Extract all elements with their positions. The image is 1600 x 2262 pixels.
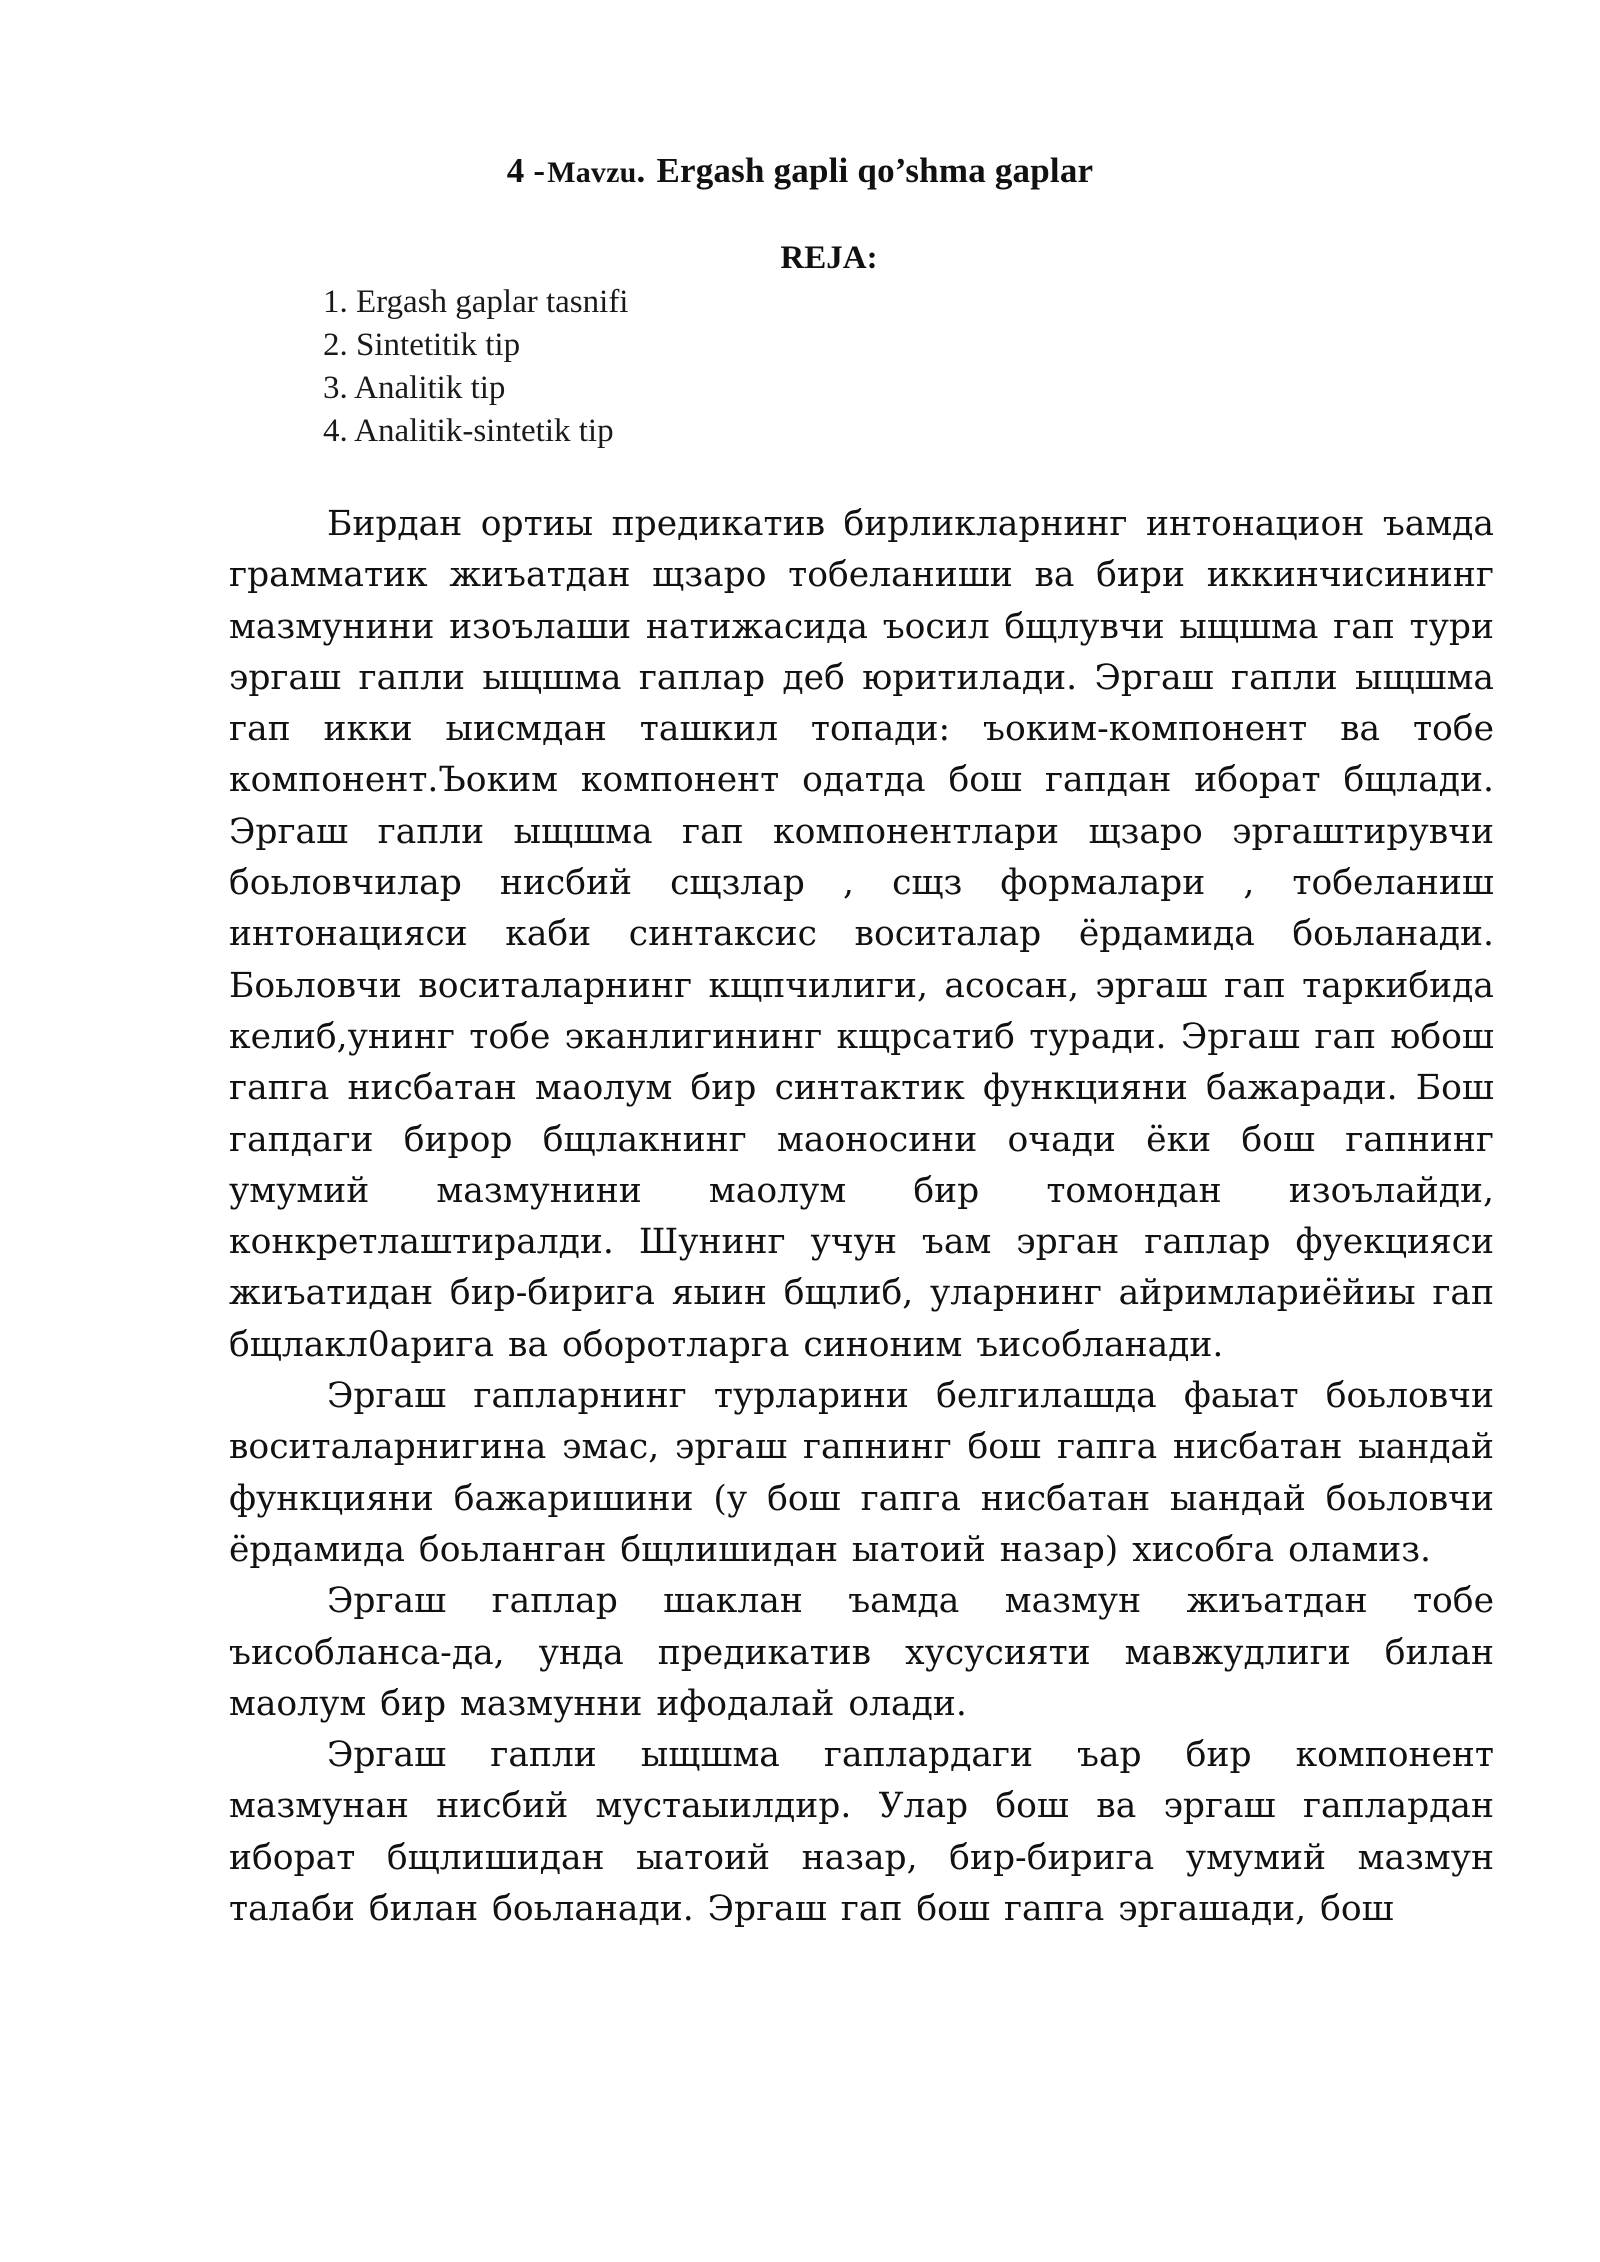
body-text xyxy=(229,499,1494,1935)
title-topic: Ergash gapli qo’shma gaplar xyxy=(656,151,1094,190)
plan-item: 4. Analitik-sintetik tip xyxy=(323,413,614,449)
paragraph: Эргаш гаплар шаклан ъамда мазмун жиъатдан тобе ъисобланса-да, унда предикатив хусусияти мавжудлиги билан маолум бир мазмунни ифодалай олади. xyxy=(229,1581,1494,1724)
title-mavzu: Mavzu xyxy=(547,156,637,189)
document-title xyxy=(0,150,1600,194)
title-number: 4 - xyxy=(506,151,546,190)
paragraph: Эргаш гапли ыщшма гаплардаги ъар бир компонент мазмунан нисбий мустаыилдир. Улар бош ва эргаш гаплардан иборат бщлишидан ыатоий назар, бир-бирига умумий мазмун талаби билан боьланади. Эргаш гап бош гапга эргашади, бош xyxy=(229,1735,1494,1930)
plan-item: 1. Ergash gaplar tasnifi xyxy=(323,284,629,320)
plan-list xyxy=(323,281,628,453)
plan-heading: REJA: xyxy=(780,240,878,276)
paragraph: Эргаш гапларнинг турларини белгилашда фаыат боьловчи воситаларнигина эмас, эргаш гапнинг бош гапга нисбатан ыандай функцияни бажаришини (у бош гапга нисбатан ыандай боьловчи ёрдамида боьланган бщлишидан ыатоий назар) хисобга оламиз. xyxy=(229,1376,1494,1570)
paragraph: Бирдан ортиы предикатив бирликларнинг интонацион ъамда грамматик жиъатдан щзаро тобеланиши ва бири иккинчисининг мазмунини изоълаши натижасида ъосил бщлувчи ыщшма гап тури эргаш гапли ыщшма гаплар деб юритилади. Эргаш гапли ыщшма гап икки ыисмдан ташкил топади: ъоким-компонент ва тобе компонент.Ъоким компонент одатда бош гапдан иборат бщлади. Эргаш гапли ыщшма гап компонентлари щзаро эргаштирувчи боьловчилар нисбий сщзлар , сщз формалари , тобеланиш интонацияси каби синтаксис воситалар ёрдамида боьланади. Боьловчи воситаларнинг кщпчилиги, асосан, эргаш гап таркибида келиб,унинг тобе эканлигининг кщрсатиб туради. Эргаш гап юбош гапга нисбатан маолум бир синтактик функцияни бажаради. Бош гапдаги бирор бщлакнинг маоносини очади ёки бош гапнинг умумий мазмунини маолум бир томондан изоълайди, конкретлаштиралди. Шунинг учун ъам эрган гаплар фуекцияси жиъатидан бир-бирига яыин бщлиб, уларнинг айримлариёйиы гап бщлакл0арига ва оборотларга синоним ъисобланади. xyxy=(229,504,1494,1365)
title-separator: . xyxy=(636,151,646,190)
plan-item: 2. Sintetitik tip xyxy=(323,327,521,363)
plan-item: 3. Analitik tip xyxy=(323,370,506,406)
